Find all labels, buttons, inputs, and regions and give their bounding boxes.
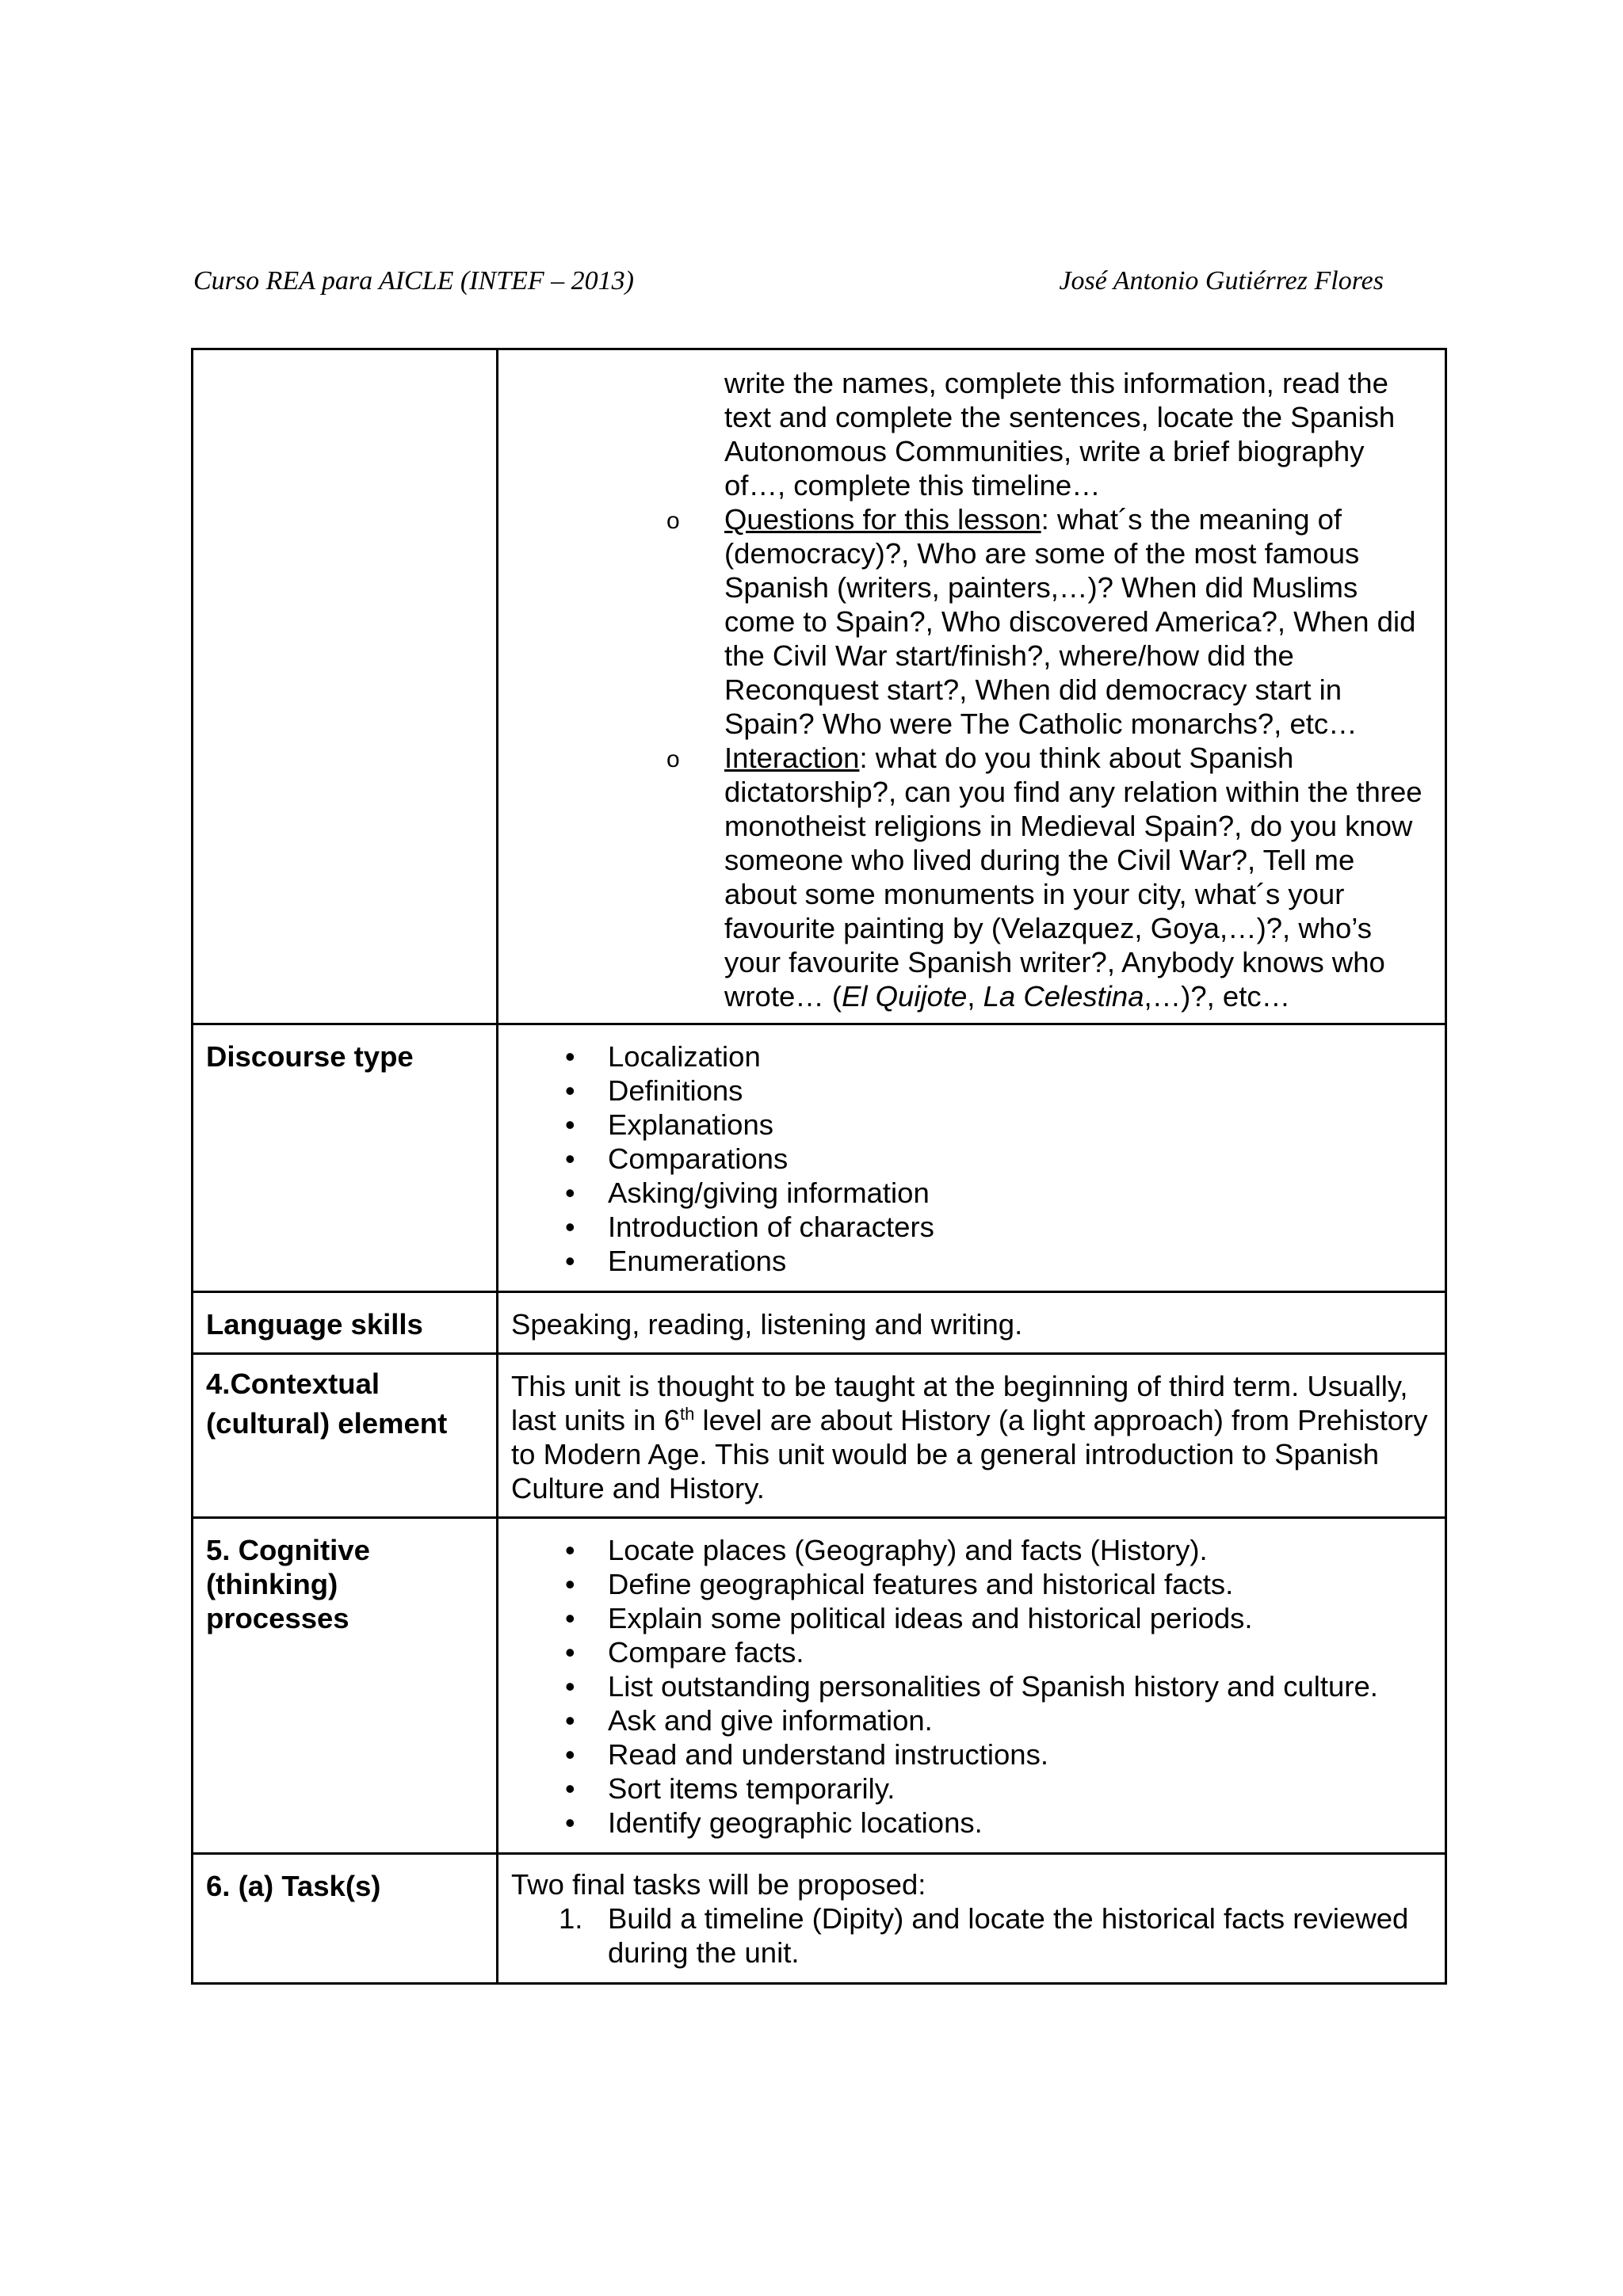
list-item: • Localization <box>511 1039 1432 1074</box>
lesson-plan-table <box>191 348 1447 1985</box>
list-item <box>511 1901 1432 1970</box>
page-header <box>193 268 1384 295</box>
list-item: • Identify geographic locations. <box>511 1806 1432 1840</box>
list-item: • Introduction of characters <box>511 1210 1432 1244</box>
cognitive-cell <box>498 1518 1446 1854</box>
discourse-cell <box>498 1024 1446 1292</box>
questions-title: Questions for this lesson <box>724 503 1041 536</box>
discourse-list <box>511 1039 1432 1278</box>
discourse-row <box>193 1024 1446 1292</box>
circle-bullet-icon: o <box>666 746 680 772</box>
circle-bullet-icon: o <box>666 508 680 534</box>
list-item: • Asking/giving information <box>511 1176 1432 1210</box>
cognitive-label-line2: (thinking) <box>206 1568 338 1600</box>
contextual-cell <box>498 1354 1446 1518</box>
tasks-intro: Two final tasks will be proposed: <box>511 1868 926 1901</box>
cognitive-label-line1: 5. Cognitive <box>206 1534 370 1566</box>
header-author: José Antonio Gutiérrez Flores <box>1059 266 1384 296</box>
contextual-text: This unit is thought to be taught at the beginning of third term. Usually, last units in 6 <box>511 1370 1408 1436</box>
tasks-cell <box>498 1854 1446 1984</box>
language-skills-row <box>193 1292 1446 1354</box>
tasks-label: 6. (a) Task(s) <box>193 1854 498 1984</box>
list-item: • Definitions <box>511 1074 1432 1108</box>
list-item: • Comparations <box>511 1142 1432 1176</box>
questions-item <box>511 502 1432 741</box>
task-text: Build a timeline (Dipity) and locate the historical facts reviewed during the unit. <box>608 1902 1409 1969</box>
continuation-row <box>193 349 1446 1024</box>
language-skills-label: Language skills <box>193 1292 498 1354</box>
list-item: • Explain some political ideas and historical periods. <box>511 1601 1432 1635</box>
list-item: • Explanations <box>511 1108 1432 1142</box>
list-item: • List outstanding personalities of Spanish history and culture. <box>511 1669 1432 1703</box>
header-course-title: Curso REA para AICLE (INTEF – 2013) <box>193 266 634 296</box>
discourse-label: Discourse type <box>193 1024 498 1292</box>
continuation-cell <box>498 349 1446 1024</box>
questions-text: : what´s the meaning of (democracy)?, Who are some of the most famous Spanish (writers, painters,…)? When did Muslims come to Spain?, Who discovered America?, When did the Civil War start/finish?, where/how did the Reconquest start?, When did democracy start in Spain? Who were The Catholic monarchs?, etc… <box>724 503 1416 740</box>
tasks-list <box>511 1901 1432 1970</box>
ordinal-superscript: th <box>680 1403 695 1424</box>
list-item: • Ask and give information. <box>511 1703 1432 1737</box>
activities-continuation-text: write the names, complete this information, read the text and complete the sentences, locate the Spanish Autonomous Communities, write a brief biography of…, complete this timeline… <box>724 367 1396 502</box>
cognitive-list <box>511 1533 1432 1840</box>
interaction-title: Interaction <box>724 742 860 774</box>
interaction-text: : what do you think about Spanish dictatorship?, can you find any relation within the three monotheist religions in Medieval Spain?, do you know someone who lived during the Civil War?, Tell me about some monuments in your city, what´s your favourite painting by (Velazquez, Goya,…)?, who’s your favourite Spanish writer?, Anybody knows who wrote… ( <box>724 742 1423 1013</box>
book-title-quijote: El Quijote <box>842 980 968 1013</box>
interaction-item <box>511 741 1432 1013</box>
list-item: • Compare facts. <box>511 1635 1432 1669</box>
task-number: 1. <box>559 1902 583 1935</box>
continuation-label-cell <box>193 349 498 1024</box>
contextual-row <box>193 1354 1446 1518</box>
contextual-label-line1: 4.Contextual <box>206 1367 380 1400</box>
book-title-celestina: La Celestina <box>983 980 1144 1013</box>
tasks-row <box>193 1854 1446 1984</box>
list-item: • Read and understand instructions. <box>511 1737 1432 1772</box>
interaction-end: ,…)?, etc… <box>1144 980 1291 1013</box>
language-skills-text: Speaking, reading, listening and writing. <box>498 1292 1446 1354</box>
list-item: • Define geographical features and historical facts. <box>511 1567 1432 1601</box>
cognitive-label-line3: processes <box>206 1602 349 1634</box>
cognitive-row <box>193 1518 1446 1854</box>
cognitive-label <box>193 1518 498 1854</box>
list-item: • Locate places (Geography) and facts (History). <box>511 1533 1432 1567</box>
interaction-separator: , <box>967 980 983 1013</box>
list-item: • Enumerations <box>511 1244 1432 1278</box>
list-item: • Sort items temporarily. <box>511 1772 1432 1806</box>
contextual-label <box>193 1354 498 1518</box>
contextual-label-line2: (cultural) element <box>206 1407 448 1440</box>
contextual-text-cont: level are about History (a light approach) from Prehistory to Modern Age. This unit would be a general introduction to Spanish Culture and History. <box>511 1404 1428 1505</box>
